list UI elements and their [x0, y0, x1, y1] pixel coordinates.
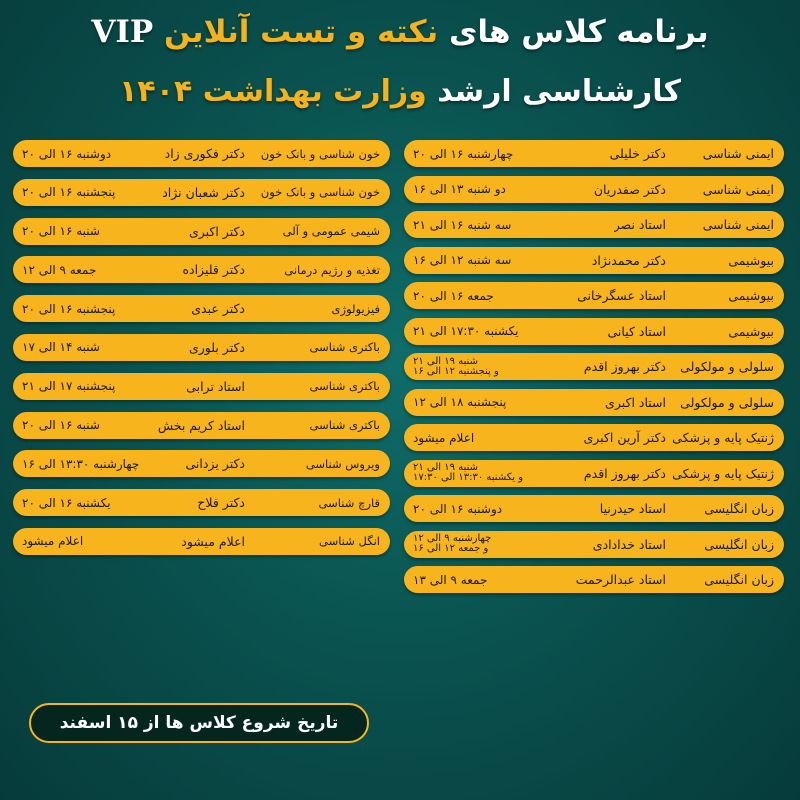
course-time: دو شنبه ۱۳ الی ۱۶	[413, 182, 506, 196]
start-date-text: تاریخ شروع کلاس ها از ۱۵ اسفند	[59, 713, 339, 733]
course-subject: انگل شناسی	[319, 534, 380, 549]
schedule-row	[404, 424, 784, 451]
title-vip: VIP	[91, 14, 154, 50]
start-date-banner	[29, 703, 369, 743]
course-teacher: دکتر خلیلی	[609, 146, 666, 161]
schedule-row	[13, 450, 390, 477]
course-time-line: و پنجشنبه ۱۲ الی ۱۶	[413, 365, 499, 377]
course-subject: ویروس شناسی	[305, 456, 380, 471]
subtitle-prefix: کارشناسی ارشد	[437, 74, 681, 109]
schedule-row	[13, 256, 390, 283]
course-time: شنبه ۱۶ الی ۲۰	[22, 418, 100, 433]
schedule-row	[13, 412, 390, 439]
course-subject: بیوشیمی	[728, 288, 774, 303]
course-teacher: اعلام میشود	[181, 533, 245, 549]
course-subject: ژنتیک پایه و پزشکی	[672, 430, 774, 445]
course-time: یکشنبه ۱۶ الی ۲۰	[22, 495, 111, 510]
schedule-row	[13, 489, 390, 516]
course-teacher: استاد عسگرخانی	[577, 288, 666, 303]
course-teacher: استاد کریم بخش	[157, 417, 245, 433]
course-subject: زبان انگلیسی	[704, 536, 774, 552]
course-subject: باکتری شناسی	[309, 379, 380, 394]
course-time: جمعه ۹ الی ۱۲	[22, 262, 97, 277]
course-teacher: دکتر یزدانی	[185, 456, 245, 472]
schedule-row	[404, 318, 784, 345]
course-teacher: استاد حیدرنیا	[599, 501, 666, 516]
schedule-row	[13, 218, 390, 245]
course-subject: سلولی و مولکولی	[680, 394, 774, 410]
course-teacher: استاد نصر	[613, 217, 666, 232]
course-time: شنبه ۱۶ الی ۲۰	[22, 224, 100, 239]
course-time-line: و جمعه ۱۲ الی ۱۶	[413, 543, 489, 554]
schedule-row	[404, 389, 784, 416]
schedule-row	[404, 566, 784, 593]
course-teacher: دکتر آرین اکبری	[583, 430, 666, 445]
schedule-row	[404, 460, 784, 487]
schedule-row	[404, 531, 784, 558]
schedule-row	[13, 179, 390, 206]
course-teacher: استاد ترابی	[186, 378, 245, 394]
course-time: سه شنبه ۱۶ الی ۲۱	[413, 217, 512, 232]
schedule-row	[404, 247, 784, 274]
course-time-line: چهارشنبه ۹ الی ۱۲	[413, 533, 492, 544]
course-time-line: شنبه ۱۹ الی ۲۱	[413, 462, 478, 473]
course-time-line: شنبه ۱۹ الی ۲۱	[413, 355, 478, 367]
course-subject: بیوشیمی	[728, 323, 774, 339]
course-subject: بیوشیمی	[728, 252, 774, 268]
course-teacher: دکتر بلوری	[188, 339, 245, 355]
course-time	[413, 353, 499, 380]
course-subject: قارچ شناسی	[318, 495, 380, 510]
course-subject: خون شناسی و بانک خون	[260, 185, 380, 200]
course-teacher: دکتر فلاح	[197, 495, 245, 511]
schedule-row	[404, 495, 784, 522]
header-title-line2	[0, 74, 800, 109]
schedule-row	[13, 140, 390, 167]
course-subject: ایمنی شناسی	[702, 181, 774, 197]
course-teacher: دکتر اکبری	[188, 223, 245, 239]
course-subject: فیزیولوژی	[331, 301, 380, 316]
course-teacher: دکتر فکوری زاد	[164, 146, 245, 161]
course-subject: زبان انگلیسی	[704, 572, 774, 587]
course-teacher: استاد خدادادی	[592, 536, 666, 552]
schedule-left-column	[13, 140, 390, 555]
course-subject: تغذیه و رژیم درمانی	[284, 262, 380, 277]
course-teacher: دکتر محمدنژاد	[591, 252, 666, 268]
course-subject: شیمی عمومی و آلی	[282, 224, 380, 239]
title-prefix: برنامه کلاس های	[448, 14, 709, 50]
course-time: دوشنبه ۱۶ الی ۲۰	[22, 146, 112, 161]
schedule-row	[13, 295, 390, 322]
schedule-row	[404, 211, 784, 238]
title-highlight: نکته و تست آنلاین	[164, 14, 439, 50]
course-teacher: استاد اکبری	[605, 394, 666, 410]
course-time: شنبه ۱۴ الی ۱۷	[22, 340, 100, 355]
schedule-row	[404, 140, 784, 167]
course-time: دوشنبه ۱۶ الی ۲۰	[413, 501, 503, 516]
course-time: یکشنبه ۱۷:۳۰ الی ۲۱	[413, 324, 519, 338]
course-teacher: دکتر بهروز اقدم	[583, 359, 666, 374]
schedule-row	[404, 282, 784, 309]
course-time-line: و یکشنبه ۱۳:۳۰ الی ۱۷:۳۰	[413, 472, 524, 483]
course-subject: ایمنی شناسی	[702, 217, 774, 232]
course-time: پنجشنبه ۱۸ الی ۱۲	[413, 395, 507, 409]
course-subject: سلولی و مولکولی	[680, 359, 774, 374]
course-teacher: دکتر بهروز اقدم	[583, 465, 666, 481]
schedule-row	[13, 373, 390, 400]
schedule-row	[13, 528, 390, 555]
schedule-right-column	[404, 140, 784, 593]
course-time: جمعه ۱۶ الی ۲۰	[413, 288, 494, 303]
course-teacher: دکتر عبدی	[191, 301, 245, 317]
schedule-row	[13, 334, 390, 361]
course-time	[413, 460, 523, 487]
course-teacher: دکتر قلیزاده	[182, 262, 245, 278]
subtitle-highlight: وزارت بهداشت ۱۴۰۴	[119, 74, 427, 109]
course-time: پنجشنبه ۱۷ الی ۲۱	[22, 379, 116, 394]
schedule-row	[404, 353, 784, 380]
course-time: سه شنبه ۱۲ الی ۱۶	[413, 253, 512, 267]
course-time	[413, 531, 491, 558]
course-time: چهارشنبه ۱۶ الی ۲۰	[413, 146, 514, 161]
course-subject: ایمنی شناسی	[702, 146, 774, 161]
course-subject: زبان انگلیسی	[704, 501, 774, 516]
course-subject: باکتری شناسی	[309, 418, 380, 433]
course-subject: خون شناسی و بانک خون	[260, 146, 380, 161]
course-time: پنجشنبه ۱۶ الی ۲۰	[22, 185, 116, 200]
course-teacher: دکتر شعبان نژاد	[162, 184, 245, 200]
course-time: جمعه ۹ الی ۱۳	[413, 572, 488, 587]
course-subject: باکتری شناسی	[309, 340, 380, 355]
schedule-row	[404, 176, 784, 203]
course-subject: ژنتیک پایه و پزشکی	[672, 465, 774, 481]
course-time: اعلام میشود	[413, 430, 475, 445]
course-teacher: استاد عبدالرحمت	[575, 572, 666, 587]
course-time: پنجشنبه ۱۶ الی ۲۰	[22, 301, 116, 316]
course-teacher: دکتر صفدریان	[593, 181, 666, 197]
course-teacher: استاد کیانی	[607, 323, 666, 339]
course-time: چهارشنبه ۱۳:۳۰ الی ۱۶	[22, 456, 140, 471]
course-time: اعلام میشود	[22, 534, 84, 549]
header-title-line1	[0, 14, 800, 50]
